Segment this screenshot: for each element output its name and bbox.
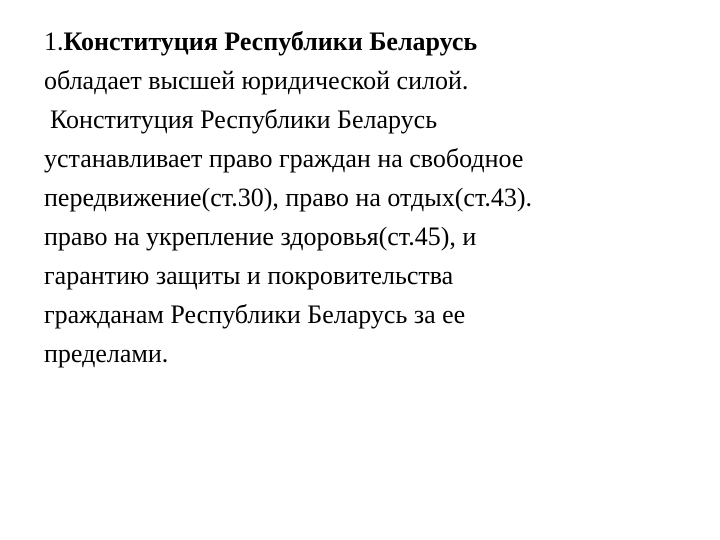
paragraph-2	[44, 100, 684, 373]
paragraph-2-line-4: право на укрепление здоровья(ст.45), и	[44, 222, 477, 251]
paragraph-2-line-7: пределами.	[44, 339, 169, 368]
list-number: 1.	[44, 27, 64, 56]
paragraph-2-line-3: передвижение(ст.30), право на отдых(ст.43).	[44, 183, 533, 212]
paragraph-2-line-2: устанавливает право граждан на свободное	[44, 144, 524, 173]
paragraph-1-line-1	[44, 22, 684, 61]
bold-heading-text: Конституция Республики Беларусь	[63, 27, 478, 56]
paragraph-2-line-1: Конституция Республики Беларусь	[50, 105, 438, 134]
paragraph-1	[44, 22, 684, 100]
paragraph-1-line-2: обладает высшей юридической силой.	[44, 66, 469, 95]
paragraph-2-line-6: гражданам Республики Беларусь за ее	[44, 300, 466, 329]
slide-content	[44, 22, 684, 373]
paragraph-2-line-5: гарантию защиты и покровительства	[44, 261, 454, 290]
